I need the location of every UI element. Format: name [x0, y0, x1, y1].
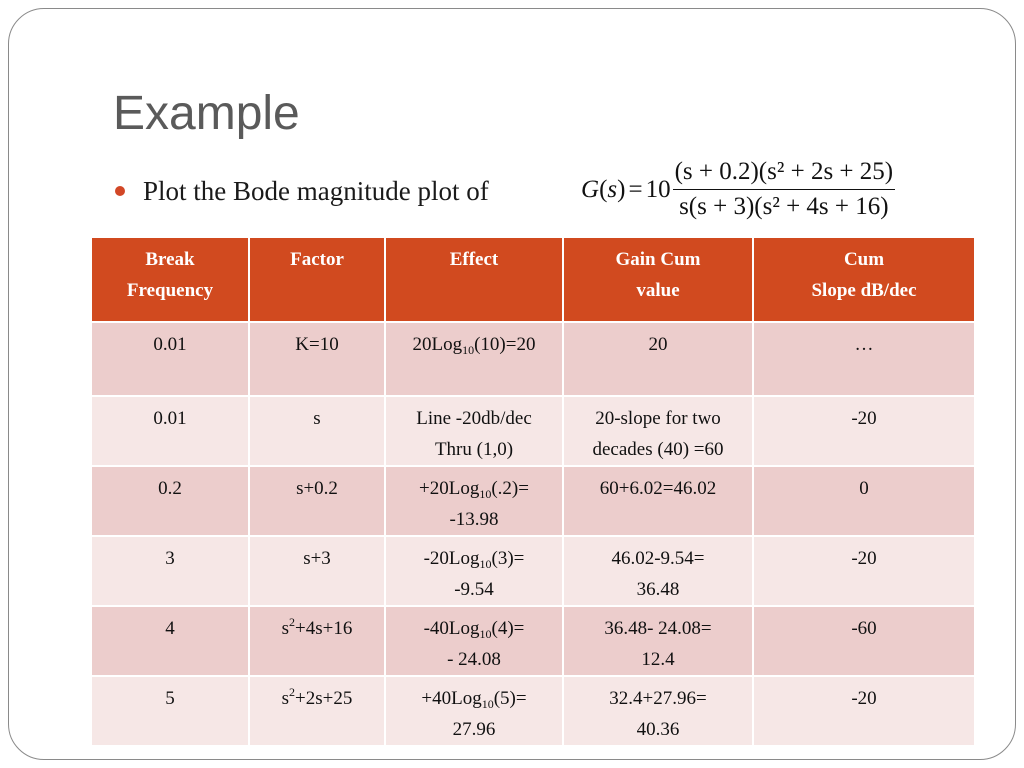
formula-fraction	[673, 157, 896, 222]
gain-line-1: 32.4+27.96=	[609, 688, 707, 709]
effect-text: +40Log	[421, 688, 482, 709]
effect-line-1	[390, 543, 558, 574]
gain-line-1: 20	[648, 334, 668, 355]
cell-factor	[249, 676, 385, 746]
effect-line-2: -13.98	[449, 509, 499, 530]
effect-text: Line -20db/dec	[416, 408, 532, 429]
cell-effect	[385, 536, 563, 606]
formula-close-paren: )	[617, 175, 626, 203]
effect-line-2: - 24.08	[447, 649, 501, 670]
gain-line-1: 20-slope for two	[595, 408, 721, 429]
cell-break-frequency: 0.01	[91, 396, 249, 466]
gain-line-2: 36.48	[636, 579, 680, 600]
factor-exponent: 2	[289, 615, 296, 629]
cell-effect	[385, 606, 563, 676]
header-factor: Factor	[249, 237, 385, 322]
cell-gain-cum-value	[563, 606, 753, 676]
cell-break-frequency: 0.2	[91, 466, 249, 536]
formula-coefficient: 10	[645, 175, 671, 203]
gain-line-2: 40.36	[636, 719, 680, 740]
cell-gain-cum-value	[563, 396, 753, 466]
bullet-dot-icon	[115, 186, 125, 196]
cell-gain-cum-value	[563, 322, 753, 396]
cell-factor	[249, 322, 385, 396]
effect-log-base: 10	[479, 627, 492, 641]
cell-effect	[385, 396, 563, 466]
effect-log-base: 10	[479, 557, 492, 571]
formula-numerator: (s + 0.2)(s² + 2s + 25)	[673, 157, 896, 190]
cell-cum-slope: -20	[753, 536, 975, 606]
factor-exponent: 2	[289, 685, 296, 699]
effect-text-rest: (3)=	[491, 548, 525, 569]
gain-line-1: 60+6.02=46.02	[599, 478, 717, 499]
formula-lhs-arg: s	[607, 175, 618, 203]
cell-break-frequency: 3	[91, 536, 249, 606]
factor-text: s+3	[303, 548, 331, 569]
bullet-item	[115, 169, 489, 213]
bode-table	[90, 236, 976, 747]
transfer-function-formula	[581, 157, 895, 222]
table-row	[91, 606, 975, 676]
header-effect: Effect	[385, 237, 563, 322]
factor-text-rest: +4s+16	[295, 618, 353, 639]
effect-log-base: 10	[481, 697, 494, 711]
header-gain-cum-value: Gain Cum value	[563, 237, 753, 322]
bullet-text: Plot the Bode magnitude plot of	[143, 175, 489, 206]
cell-effect	[385, 466, 563, 536]
effect-text-rest: (10)=20	[474, 334, 536, 355]
cell-break-frequency: 0.01	[91, 322, 249, 396]
cell-factor	[249, 466, 385, 536]
effect-line-2: -9.54	[454, 579, 494, 600]
cell-cum-slope: -20	[753, 676, 975, 746]
cell-effect	[385, 322, 563, 396]
factor-text: K=10	[295, 334, 339, 355]
cell-cum-slope: -60	[753, 606, 975, 676]
cell-break-frequency: 4	[91, 606, 249, 676]
effect-text: 20Log	[412, 334, 463, 355]
factor-text-rest: +2s+25	[295, 688, 353, 709]
cell-effect	[385, 676, 563, 746]
header-cum-slope: Cum Slope dB/dec	[753, 237, 975, 322]
effect-text: +20Log	[419, 478, 480, 499]
effect-text-rest: (4)=	[491, 618, 525, 639]
cell-factor	[249, 606, 385, 676]
table-header-row	[91, 237, 975, 322]
effect-text: -40Log	[423, 618, 480, 639]
effect-line-1	[390, 683, 558, 714]
factor-text: s	[281, 688, 290, 709]
effect-text-rest: (.2)=	[491, 478, 529, 499]
effect-log-base: 10	[479, 487, 492, 501]
header-break-frequency: Break Frequency	[91, 237, 249, 322]
effect-line-2: 27.96	[452, 719, 496, 740]
effect-line-1	[390, 473, 558, 504]
formula-open-paren: (	[599, 175, 608, 203]
table-row	[91, 396, 975, 466]
cell-break-frequency: 5	[91, 676, 249, 746]
cell-gain-cum-value	[563, 466, 753, 536]
cell-cum-slope: -20	[753, 396, 975, 466]
table-row	[91, 676, 975, 746]
cell-factor	[249, 396, 385, 466]
factor-text: s+0.2	[296, 478, 338, 499]
cell-factor	[249, 536, 385, 606]
cell-cum-slope: …	[753, 322, 975, 396]
bode-table-container	[90, 236, 974, 747]
factor-text: s	[281, 618, 290, 639]
table-row	[91, 466, 975, 536]
effect-line-1	[390, 403, 558, 434]
table-row	[91, 322, 975, 396]
effect-text: -20Log	[423, 548, 480, 569]
cell-gain-cum-value	[563, 676, 753, 746]
formula-equals: =	[628, 175, 643, 203]
cell-gain-cum-value	[563, 536, 753, 606]
table-body	[91, 322, 975, 746]
gain-line-1: 36.48- 24.08=	[604, 618, 712, 639]
effect-line-1	[390, 329, 558, 360]
factor-text: s	[313, 408, 321, 429]
gain-line-2: 12.4	[641, 649, 675, 670]
table-row	[91, 536, 975, 606]
gain-line-2: decades (40) =60	[592, 439, 724, 460]
effect-line-2: Thru (1,0)	[434, 439, 514, 460]
gain-line-1: 46.02-9.54=	[611, 548, 705, 569]
effect-text-rest: (5)=	[493, 688, 527, 709]
formula-lhs: G	[581, 175, 600, 203]
effect-line-1	[390, 613, 558, 644]
effect-log-base: 10	[462, 343, 475, 357]
cell-cum-slope: 0	[753, 466, 975, 536]
slide-title: Example	[113, 87, 300, 140]
formula-denominator: s(s + 3)(s² + 4s + 16)	[679, 193, 889, 220]
